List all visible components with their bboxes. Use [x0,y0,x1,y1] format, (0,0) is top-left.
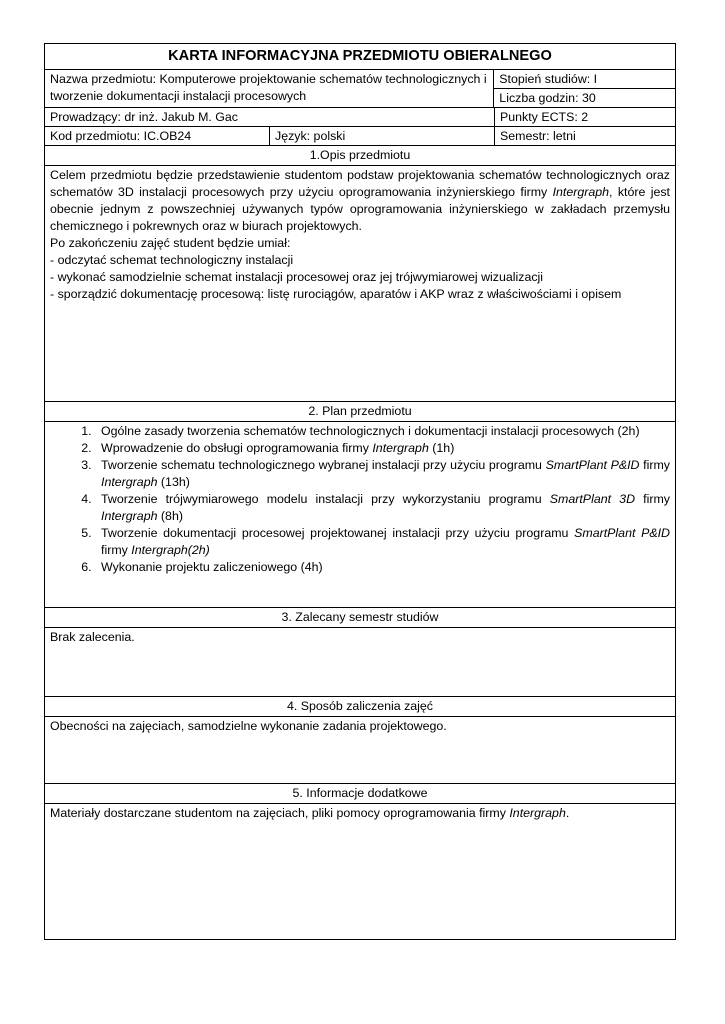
plan-item: 6. Wykonanie projektu zaliczeniowego (4h) [95,559,670,576]
section-1-heading: 1.Opis przedmiotu [309,148,411,162]
section-1-body [45,166,675,401]
course-name: Nazwa przedmiotu: Komputerowe projektowanie schematów technologicznych i tworzenie dokumentacji instalacji procesowych [50,72,487,103]
card-title: KARTA INFORMACYJNA PRZEDMIOTU OBIERALNEGO [168,48,552,64]
section-3-body: Brak zalecenia. [50,630,135,644]
hours-count: Liczba godzin: 30 [494,88,675,106]
plan-item: 4. Tworzenie trójwymiarowego modelu instalacji przy wykorzystaniu programu SmartPlant 3D firmy Intergraph (8h) [95,491,670,525]
section-4-body: Obecności na zajęciach, samodzielne wykonanie zadania projektowego. [50,719,447,733]
section-2-body [45,422,675,607]
course-name-row [45,69,675,107]
skill-item: - sporządzić dokumentację procesową: listę rurociągów, aparatów i AKP wraz z właściwościami i opisem [50,287,622,301]
section-2-body-row [45,421,675,607]
plan-list [50,423,670,576]
section-4-body-row [45,716,675,783]
section-2-heading-row [45,401,675,421]
section-1-body-row [45,165,675,401]
code-row [45,126,675,145]
course-code: Kod przedmiotu: IC.OB24 [50,129,192,143]
lecturer: Prowadzący: dr inż. Jakub M. Gac [50,110,238,124]
section-1-heading-row [45,145,675,165]
skill-item: - wykonać samodzielnie schemat instalacji procesowej oraz jej trójwymiarowej wizualizacji [50,270,544,284]
ects-points: Punkty ECTS: 2 [494,108,675,126]
section-5-body-row [45,803,675,939]
skill-item: - odczytać schemat technologiczny instalacji [50,253,294,267]
course-goal-paragraph: Celem przedmiotu będzie przedstawienie studentom podstaw projektowania schematów technologicznych oraz schematów 3D instalacji procesowych przy użyciu oprogramowania inżynierskiego firmy Intergraph, które jest obecnie jednym z powszechniej używanych typów oprogramowania inżynierskiego w zakładach przemysłu chemicznego i pokrewnych oraz w biurach projektowych. [50,168,670,233]
plan-item: 1. Ogólne zasady tworzenia schematów technologicznych i dokumentacji instalacji procesowych (2h) [95,423,670,440]
plan-item: 3. Tworzenie schematu technologicznego wybranej instalacji przy użyciu programu SmartPlant P&ID firmy Intergraph (13h) [95,457,670,491]
plan-item: 5. Tworzenie dokumentacji procesowej projektowanej instalacji przy użyciu programu SmartPlant P&ID firmy Intergraph(2h) [95,525,670,559]
section-5-body: Materiały dostarczane studentom na zajęciach, pliki pomocy oprogramowania firmy Intergraph. [50,806,570,820]
section-4-heading-row [45,696,675,716]
language: Język: polski [269,127,494,145]
title-row [45,44,675,69]
level-hours-cell [493,70,675,107]
section-5-heading-row [45,783,675,803]
plan-item: 2. Wprowadzenie do obsługi oprogramowania firmy Intergraph (1h) [95,440,670,457]
lecturer-row [45,107,675,126]
semester: Semestr: letni [494,127,675,145]
section-3-heading: 3. Zalecany semestr studiów [281,610,439,624]
section-5-heading: 5. Informacje dodatkowe [292,786,428,800]
section-4-heading: 4. Sposób zaliczenia zajęć [286,699,434,713]
course-card [44,43,676,940]
study-level: Stopień studiów: I [499,72,598,86]
section-2-heading: 2. Plan przedmiotu [308,404,412,418]
section-3-body-row [45,627,675,696]
section-3-heading-row [45,607,675,627]
skills-intro: Po zakończeniu zajęć student będzie umiał: [50,236,291,250]
